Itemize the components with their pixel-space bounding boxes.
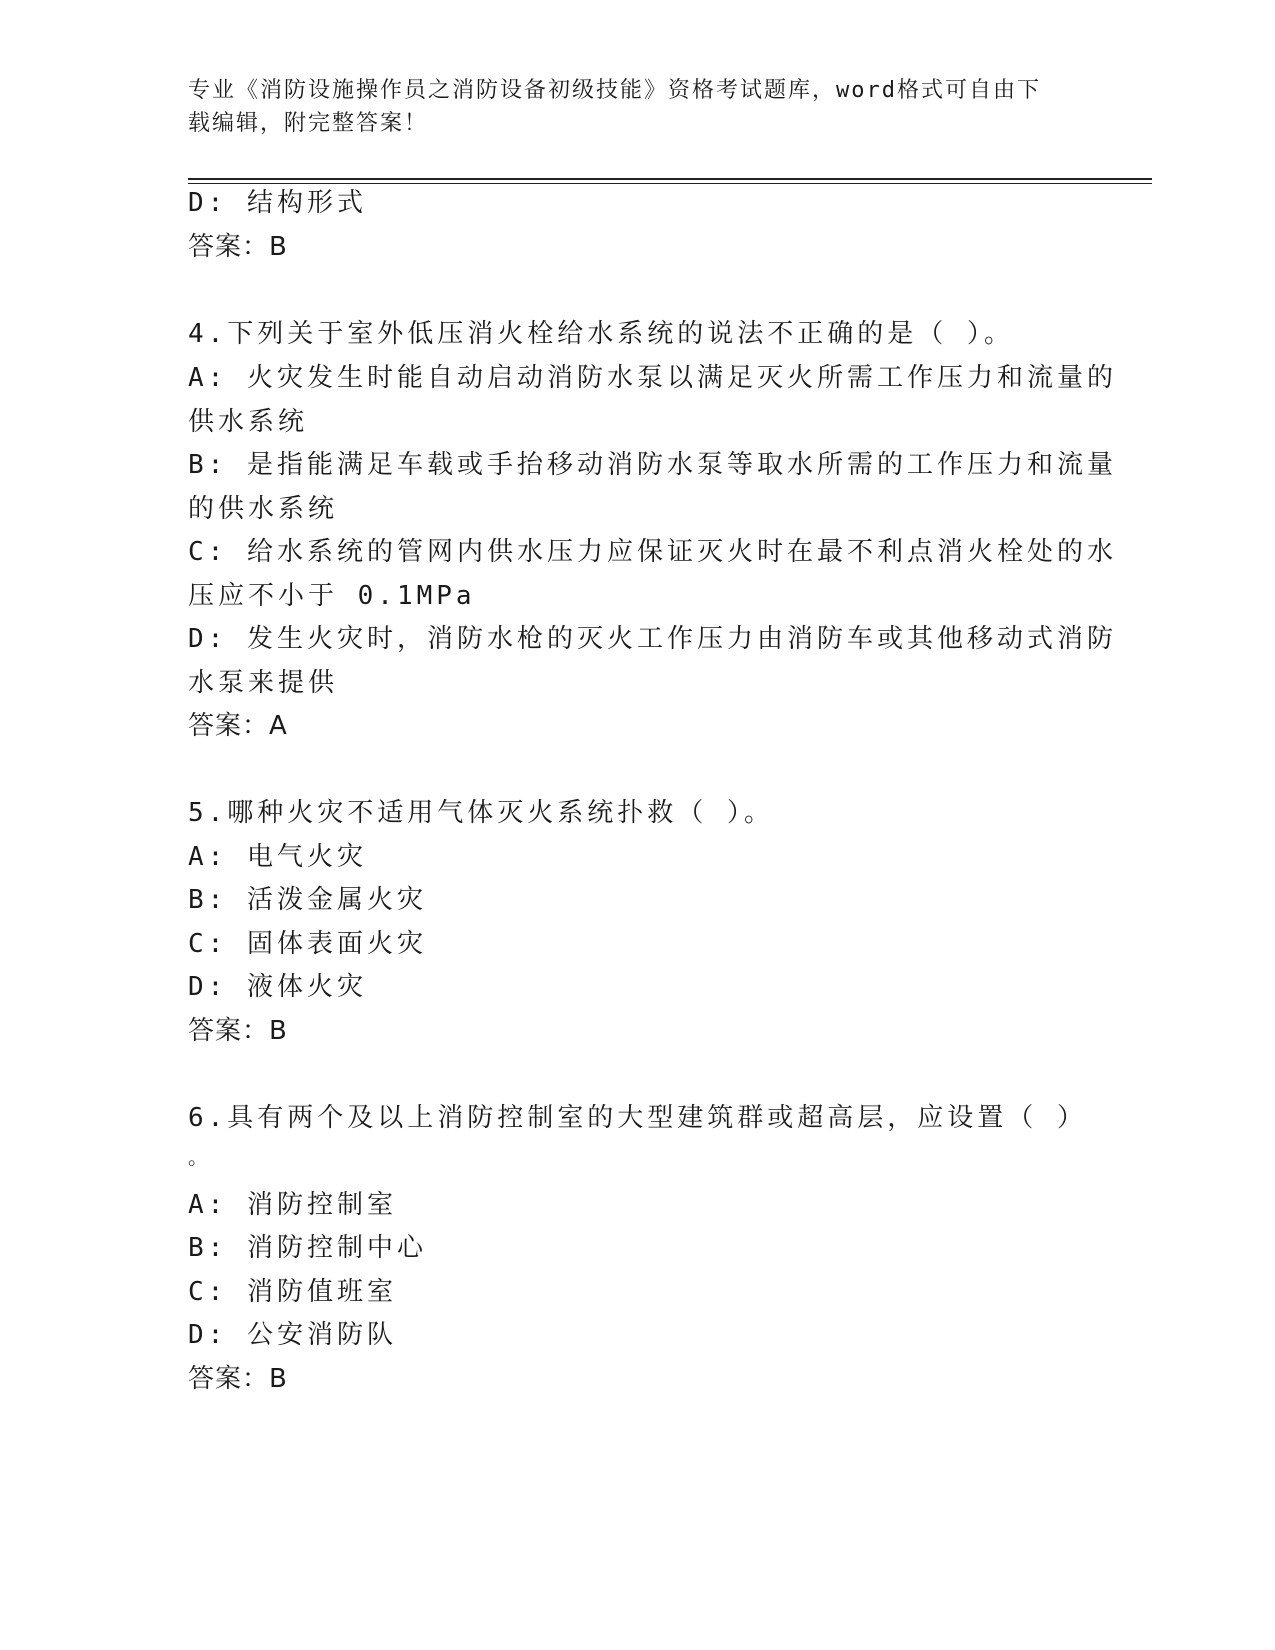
document-header — [188, 74, 1068, 140]
header-line-2: 载编辑，附完整答案！ — [188, 111, 429, 136]
question-5-option-c: C: 固体表面火灾 — [188, 929, 427, 959]
question-5-option-d: D: 液体火灾 — [188, 972, 367, 1002]
question-4-option-d: D: 发生火灾时，消防水枪的灭火工作压力由消防车或其他移动式消防 — [188, 624, 1117, 654]
question-4-option-d-cont: 水泵来提供 — [188, 668, 339, 698]
header-line-1: 专业《消防设施操作员之消防设备初级技能》资格考试题库，word格式可自由下 — [188, 78, 1041, 103]
header-divider-thick — [188, 178, 1152, 180]
question-4-answer: 答案：A — [188, 711, 288, 741]
question-4-option-c: C: 给水系统的管网内供水压力应保证灭火时在最不利点消火栓处的水 — [188, 537, 1117, 567]
question-6-answer: 答案：B — [188, 1364, 288, 1394]
question-4-option-c-cont: 压应不小于 0.1MPa — [188, 581, 476, 611]
prev-option-d: D: 结构形式 — [188, 188, 367, 218]
question-4-option-b-cont: 的供水系统 — [188, 494, 339, 524]
question-6-stem: 6.具有两个及以上消防控制室的大型建筑群或超高层，应设置（ ） — [188, 1103, 1087, 1133]
question-6-option-a: A: 消防控制室 — [188, 1190, 397, 1220]
question-6-stem-cont: 。 — [188, 1145, 212, 1169]
question-6-option-c: C: 消防值班室 — [188, 1277, 397, 1307]
question-4-stem: 4.下列关于室外低压消火栓给水系统的说法不正确的是（ ）。 — [188, 319, 1014, 349]
question-5-answer: 答案：B — [188, 1016, 288, 1046]
question-6-option-b: B: 消防控制中心 — [188, 1233, 427, 1263]
question-5-option-a: A: 电气火灾 — [188, 842, 367, 872]
question-4-option-a: A: 火灾发生时能自动启动消防水泵以满足灭火所需工作压力和流量的 — [188, 363, 1117, 393]
question-5-stem: 5.哪种火灾不适用气体灭火系统扑救（ ）。 — [188, 798, 774, 828]
prev-answer: 答案：B — [188, 232, 288, 262]
header-divider-thin — [188, 183, 1152, 184]
question-4-option-b: B: 是指能满足车载或手抬移动消防水泵等取水所需的工作压力和流量 — [188, 450, 1117, 480]
question-4-option-a-cont: 供水系统 — [188, 407, 309, 437]
question-5-option-b: B: 活泼金属火灾 — [188, 885, 427, 915]
question-6-option-d: D: 公安消防队 — [188, 1320, 397, 1350]
